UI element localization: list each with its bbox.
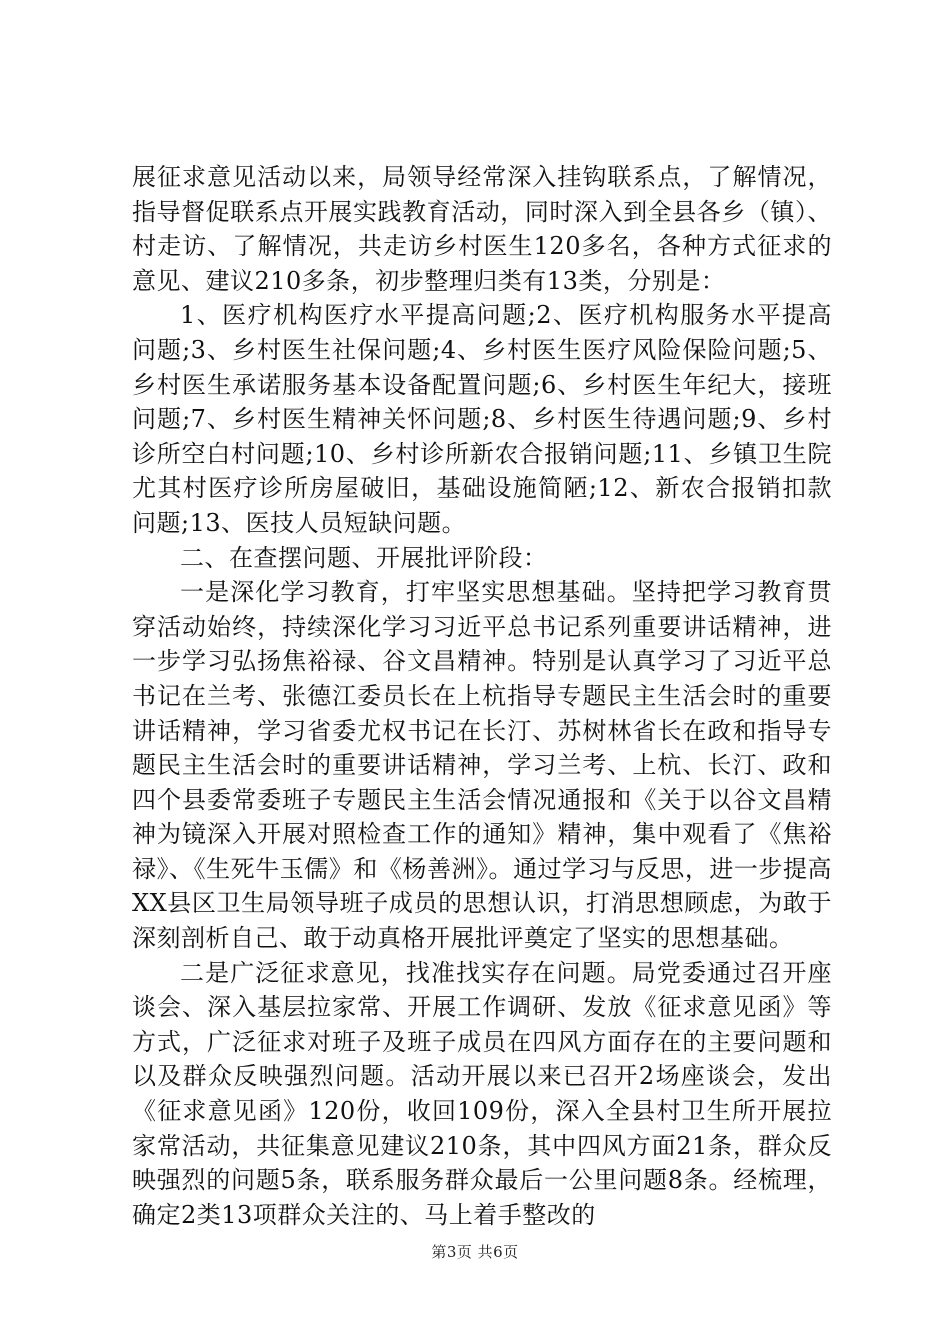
page-number-footer: 第3页 共6页	[431, 1243, 519, 1261]
paragraph-problem-list: 1、医疗机构医疗水平提高问题;2、医疗机构服务水平提高问题;3、乡村医生社保问题;4、乡村医生医疗风险保险问题;5、乡村医生承诺服务基本设备配置问题;6、乡村医生年纪大，接班问题;7、乡村医生精神关怀问题;8、乡村医生待遇问题;9、乡村诊所空白村问题;10、乡村诊所新农合报销问题;11、乡镇卫生院尤其村医疗诊所房屋破旧，基础设施简陋;12、新农合报销扣款问题;13、医技人员短缺问题。	[132, 301, 832, 537]
paragraph-solicit-opinions: 二是广泛征求意见，找准找实存在问题。局党委通过召开座谈会、深入基层拉家常、开展工作调研、发放《征求意见函》等方式，广泛征求对班子及班子成员在四风方面存在的主要问题和以及群众反映强烈问题。活动开展以来已召开2场座谈会，发出《征求意见函》120份，收回109份，深入全县村卫生所开展拉家常活动，共征集意见建议210条，其中四风方面21条，群众反映强烈的问题5条，联系服务群众最后一公里问题8条。经梳理，确定2类13项群众关注的、马上着手整改的	[132, 958, 832, 1229]
document-body	[132, 160, 832, 1232]
paragraph-continuation: 展征求意见活动以来，局领导经常深入挂钩联系点，了解情况，指导督促联系点开展实践教育活动，同时深入到全县各乡（镇）、村走访、了解情况，共走访乡村医生120多名，各种方式征求的意见、建议210多条，初步整理归类有13类，分别是：	[132, 163, 832, 295]
paragraph-study-education: 一是深化学习教育，打牢坚实思想基础。坚持把学习教育贯穿活动始终，持续深化学习习近平总书记系列重要讲话精神，进一步学习弘扬焦裕禄、谷文昌精神。特别是认真学习了习近平总书记在兰考、张德江委员长在上杭指导专题民主生活会时的重要讲话精神，学习省委尤权书记在长汀、苏树林省长在政和指导专题民主生活会时的重要讲话精神，学习兰考、上杭、长汀、政和四个县委常委班子专题民主生活会情况通报和《关于以谷文昌精神为镜深入开展对照检查工作的通知》精神，集中观看了《焦裕禄》、《生死牛玉儒》和《杨善洲》。通过学习与反思，进一步提高XX县区卫生局领导班子成员的思想认识，打消思想顾虑，为敢于深刻剖析自己、敢于动真格开展批评奠定了坚实的思想基础。	[132, 578, 832, 953]
section-heading: 二、在查摆问题、开展批评阶段：	[180, 543, 548, 572]
